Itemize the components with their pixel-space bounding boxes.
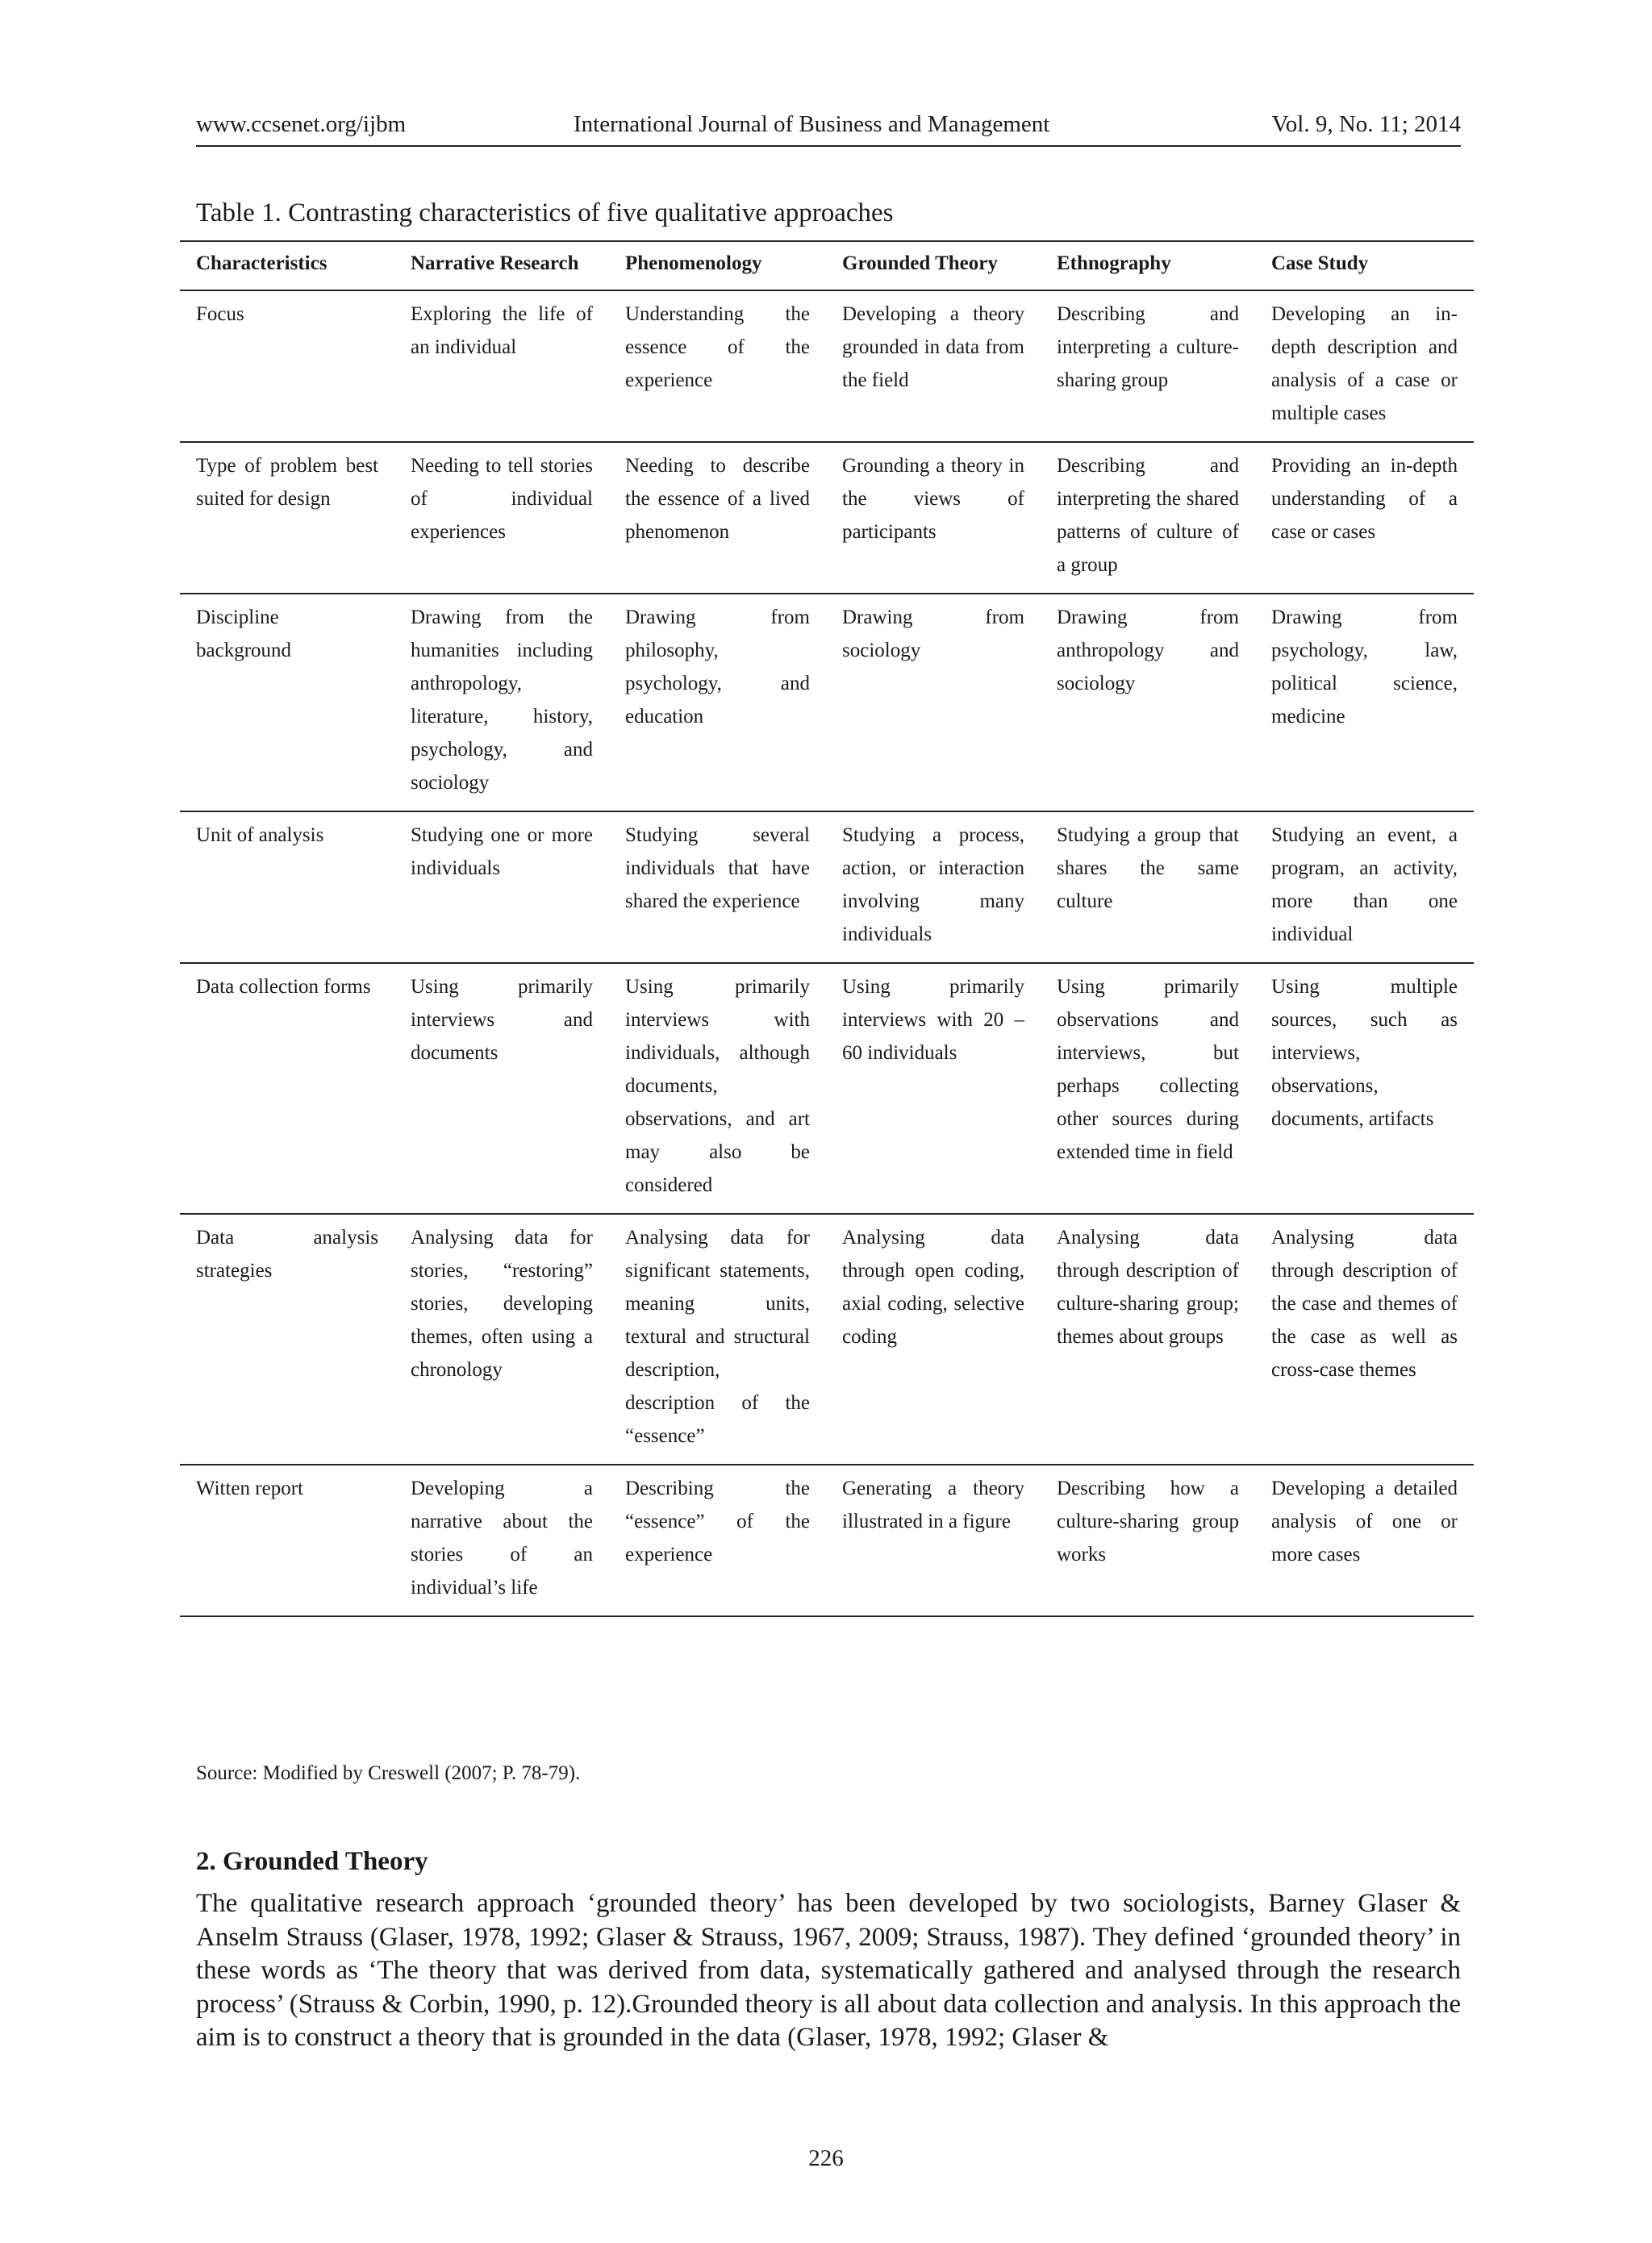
table-row [180,811,1474,963]
row-label: Type of problem best suited for design [196,455,378,510]
table-cell: Analysing data through description of culture-sharing group; themes about groups [1057,1227,1239,1348]
table-cell: Providing an in-depth understanding of a case or cases [1271,455,1458,543]
table-cell: Generating a theory illustrated in a figure [842,1478,1024,1532]
table-cell: Developing a theory grounded in data from the field [842,303,1024,391]
table-cell: Describing the “essence” of the experience [625,1478,810,1566]
table-cell: Analysing data through description of the case and themes of the case as well as cross-case themes [1271,1227,1458,1381]
table-cell: Needing to describe the essence of a lived phenomenon [625,455,810,543]
table-cell: Developing a detailed analysis of one or more cases [1271,1478,1458,1566]
table-cell: Understanding the essence of the experience [625,303,810,391]
section-heading: 2. Grounded Theory [196,1847,428,1876]
journal-url: www.ccsenet.org/ijbm [196,111,407,137]
table-row [180,1465,1474,1616]
column-header: Narrative Research [411,252,579,274]
row-label: Witten report [196,1478,303,1499]
row-label: Data collection forms [196,976,371,998]
table-cell: Describing and interpreting the shared patterns of culture of a group [1057,455,1239,576]
table-caption: Table 1. Contrasting characteristics of five qualitative approaches [196,198,894,227]
table-cell: Studying a group that shares the same culture [1057,824,1239,912]
column-header: Case Study [1271,252,1369,274]
table-cell: Developing an in-depth description and analysis of a case or multiple cases [1271,303,1458,424]
table-row [180,963,1474,1214]
table-cell: Studying one or more individuals [411,824,593,879]
volume-info: Vol. 9, No. 11; 2014 [1271,111,1461,137]
column-header: Characteristics [196,252,327,274]
row-label: Unit of analysis [196,824,324,846]
table-cell: Studying an event, a program, an activity, more than one individual [1271,824,1458,945]
table-row [180,290,1474,442]
table-cell: Drawing from psychology, law, political science, medicine [1271,607,1458,728]
column-header: Grounded Theory [842,252,998,274]
table-header-row [180,241,1474,290]
table-cell: Using primarily observations and interviews, but perhaps collecting other sources during extended time in field [1057,976,1239,1163]
row-label: Focus [196,303,244,325]
table-cell: Analysing data through open coding, axial coding, selective coding [842,1227,1024,1348]
row-label: Discipline background [196,607,292,661]
table-cell: Drawing from the humanities including anthropology, literature, history, psychology, and sociology [411,607,593,794]
running-header [196,110,1461,147]
table-source-note: Source: Modified by Creswell (2007; P. 78-79). [196,1762,581,1784]
table-cell: Using multiple sources, such as interviews, observations, documents, artifacts [1271,976,1458,1130]
comparison-table [180,240,1474,1617]
body-paragraph: The qualitative research approach ‘grounded theory’ has been developed by two sociologists, Barney Glaser & Anselm Strauss (Glaser, 1978, 1992; Glaser & Strauss, 1967, 2009; Strauss, 1987). They defined ‘grounded theory’ in these words as ‘The theory that was derived from data, systematically gathered and analysed through the research process’ (Strauss & Corbin, 1990, p. 12).Grounded theory is all about data collection and analysis. In this approach the aim is to construct a theory that is grounded in the data (Glaser, 1978, 1992; Glaser & [196,1889,1461,2052]
table-cell: Developing a narrative about the stories of an individual’s life [411,1478,593,1599]
table-row [180,1214,1474,1465]
page-number: 226 [808,2145,844,2171]
table-cell: Grounding a theory in the views of participants [842,455,1024,543]
table-cell: Analysing data for significant statements, meaning units, textural and structural description, description of the “essence” [625,1227,810,1447]
column-header: Phenomenology [625,252,762,274]
row-label: Data analysis strategies [196,1227,378,1282]
table-cell: Using primarily interviews with individuals, although documents, observations, and art may also be considered [625,976,810,1196]
table-cell: Drawing from sociology [842,607,1024,661]
table-cell: Analysing data for stories, “restoring” stories, developing themes, often using a chronology [411,1227,593,1381]
table-row [180,442,1474,594]
journal-title: International Journal of Business and Management [574,111,1050,137]
table-cell: Describing how a culture-sharing group works [1057,1478,1239,1566]
table-row [180,594,1474,811]
table-cell: Studying a process, action, or interaction involving many individuals [842,824,1024,945]
table-cell: Exploring the life of an individual [411,303,593,358]
table-cell: Describing and interpreting a culture-sharing group [1057,303,1239,391]
table-cell: Needing to tell stories of individual experiences [411,455,593,543]
table-cell: Drawing from philosophy, psychology, and education [625,607,810,728]
column-header: Ethnography [1057,252,1171,274]
table-cell: Using primarily interviews with 20 – 60 individuals [842,976,1024,1064]
table-cell: Studying several individuals that have shared the experience [625,824,810,912]
table-cell: Drawing from anthropology and sociology [1057,607,1239,694]
table-cell: Using primarily interviews and documents [411,976,593,1064]
